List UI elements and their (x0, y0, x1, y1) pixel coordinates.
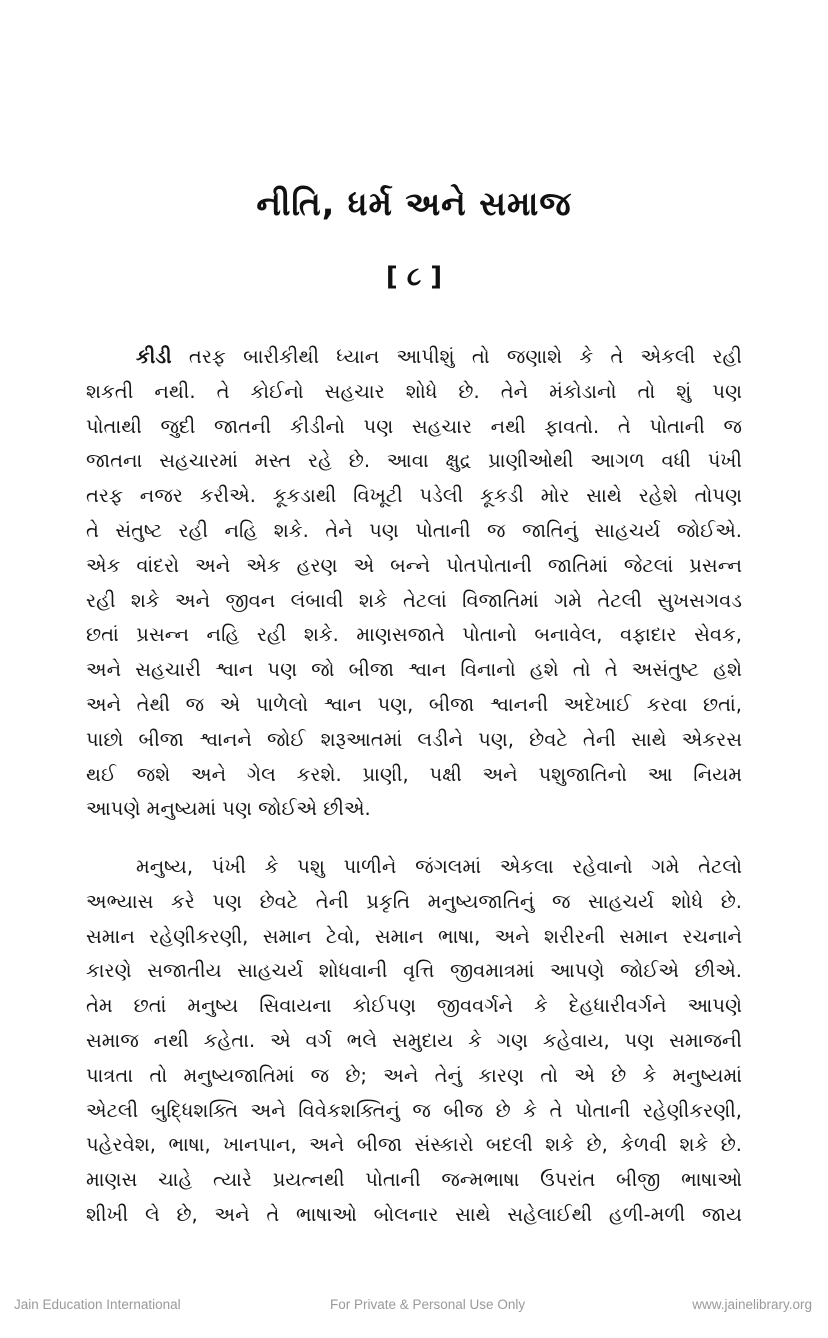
page-footer (0, 1297, 828, 1317)
paragraph-line: તે સંતુષ્ટ રહી નહિ શકે. તેને પણ પોતાની જ જાતિનું સાહચર્ય જોઈએ. (86, 518, 742, 542)
paragraph-line: કારણે સજાતીય સાહચર્ય શોધવાની વૃત્તિ જીવમાત્રમાં આપણે જોઈએ છીએ. (86, 959, 742, 983)
footer-website-link[interactable]: www.jainelibrary.org (692, 1297, 812, 1312)
paragraph-line: છતાં પ્રસન્ન નહિ રહી શકે. માણસજાતે પોતાનો બનાવેલ, વફાદાર સેવક, (86, 623, 742, 647)
paragraph-line: મનુષ્ય, પંખી કે પશુ પાળીને જંગલમાં એકલા રહેવાનો ગમે તેટલો (136, 855, 742, 878)
paragraph-line: માણસ ચાહે ત્યારે પ્રયત્નથી પોતાની જન્મભાષા ઉપરાંત બીજી ભાષાઓ (86, 1168, 742, 1192)
paragraph-line: તરફ નજર કરીએ. કૂકડાથી વિખૂટી પડેલી કૂકડી મોર સાથે રહેશે તોપણ (86, 484, 742, 508)
paragraph-2 (86, 850, 742, 1233)
paragraph-line (86, 340, 742, 375)
paragraph-line: પાત્રતા તો મનુષ્યજાતિમાં જ છે; અને તેનું કારણ તો એ છે કે મનુષ્યમાં (86, 1063, 742, 1087)
paragraph-line: શકતી નથી. તે કોઈનો સહચાર શોધે છે. તેને મંકોડાનો તો શું પણ (86, 379, 742, 403)
paragraph-line: જાતના સહચારમાં મસ્ત રહે છે. આવા ક્ષુદ્ર પ્રાણીઓથી આગળ વધી પંખી (86, 449, 742, 473)
chapter-number: [ ૮ ] (385, 262, 443, 292)
lead-word: કીડી (136, 345, 172, 368)
paragraph-line: એક વાંદરો અને એક હરણ એ બન્ને પોતપોતાની જાતિમાં જેટલાં પ્રસન્ન (86, 553, 742, 577)
paragraph-line: અને તેથી જ એ પાળેલો શ્વાન પણ, બીજા શ્વાનની અદેખાઈ કરવા છતાં, (86, 692, 742, 716)
paragraph-line: સમાન રહેણીકરણી, સમાન ટેવો, સમાન ભાષા, અને શરીરની સમાન રચનાને (86, 924, 742, 948)
paragraph-line: રહી શકે અને જીવન લંબાવી શકે તેટલાં વિજાતિમાં ગમે તેટલી સુખસગવડ (86, 588, 742, 612)
paragraph-line: સમાજ નથી કહેતા. એ વર્ગ ભલે સમુદાય કે ગણ કહેવાય, પણ સમાજની (86, 1028, 742, 1052)
paragraph-line: શીખી લે છે, અને તે ભાષાઓ બોલનાર સાથે સહેલાઈથી હળી-મળી જાય (86, 1202, 742, 1226)
paragraph-line: પાછો બીજા શ્વાનને જોઈ શરૂઆતમાં લડીને પણ, છેવટે તેની સાથે એકરસ (86, 727, 742, 751)
paragraph-1 (86, 340, 742, 827)
line-text: તરફ બારીકીથી ધ્યાન આપીશું તો જણાશે કે તે એકલી રહી (188, 345, 742, 368)
paragraph-line: પહેરવેશ, ભાષા, ખાનપાન, અને બીજા સંસ્કારો બદલી શકે છે, કેળવી શકે છે. (86, 1133, 742, 1157)
paragraph-line: આપણે મનુષ્યમાં પણ જોઈએ છીએ. (86, 797, 371, 821)
paragraph-line: થઈ જશે અને ગેલ કરશે. પ્રાણી, પક્ષી અને પશુજાતિનો આ નિયમ (86, 762, 742, 786)
paragraph-line: પોતાથી જુદી જાતની કીડીનો પણ સહચાર નથી ફાવતો. તે પોતાની જ (86, 414, 742, 438)
footer-usage-notice: For Private & Personal Use Only (330, 1297, 526, 1312)
paragraph-line: અભ્યાસ કરે પણ છેવટે તેની પ્રકૃતિ મનુષ્યજાતિનું જ સાહચર્ય શોધે છે. (86, 889, 742, 913)
footer-publisher: Jain Education International (14, 1297, 181, 1312)
paragraph-line: અને સહચારી શ્વાન પણ જો બીજા શ્વાન વિનાનો હશે તો તે અસંતુષ્ટ હશે (86, 658, 742, 682)
paragraph-line: તેમ છતાં મનુષ્ય સિવાયના કોઈપણ જીવવર્ગને કે દેહધારીવર્ગને આપણે (86, 994, 742, 1018)
chapter-title: નીતિ, ધર્મ અને સમાજ (256, 184, 572, 223)
paragraph-line: એટલી બુદ્ધિશક્તિ અને વિવેકશક્તિનું જ બીજ છે કે તે પોતાની રહેણીકરણી, (86, 1098, 742, 1122)
